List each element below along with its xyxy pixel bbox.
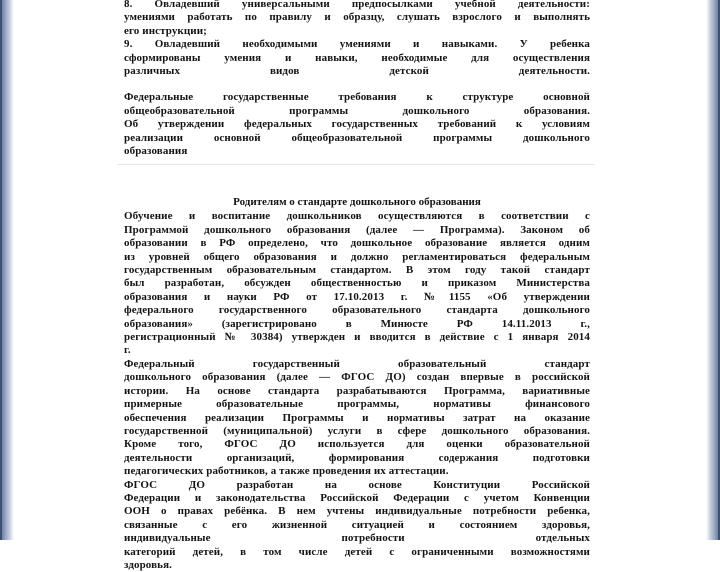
text-line: Федеральный государственный образовательный стандарт <box>124 357 590 370</box>
text-line: образования и науки РФ от 17.10.2013 г. №1155 «Об утверждении <box>124 290 590 303</box>
text-line: категорий детей, в том числе детей с ограниченными возможностями <box>124 545 590 558</box>
text-line: ФГОС ДО разработан на основе Конституции Российской <box>124 478 590 491</box>
paragraph-1 <box>124 210 590 357</box>
text-line: государственным образовательным стандартом. В этом году такой стандарт <box>124 264 590 277</box>
text-line: примерные образовательные программы, нормативы финансового <box>124 398 590 411</box>
document-scan <box>118 0 594 571</box>
text-line: Об утверждении федеральных государственных требований к условиям <box>124 118 590 131</box>
text-line: деятельности организаций, формирования содержания подготовки <box>124 451 590 464</box>
page-1 <box>118 0 594 158</box>
text-line: Обучение и воспитание дошкольников осуществляются в соответствии с <box>124 210 590 223</box>
text-line: общеобразовательной программы дошкольного образования. <box>124 104 590 117</box>
text-line: умениями работать по правилу и образцу, слушать взрослого и выполнять <box>124 11 590 24</box>
text-line: регистрационный № 30384) утвержден и вводится в действие с 1 января 2014 <box>124 331 590 344</box>
text-line: 9. Овладевший необходимыми умениями и навыками. У ребенка <box>124 38 590 51</box>
text-line: Федерации и законодательства Российской Федерации с учетом Конвенции <box>124 491 590 504</box>
text-line: федерального государственного образовательного стандарта дошкольного <box>124 304 590 317</box>
text-line: различных видов детской деятельности. <box>124 65 590 78</box>
text-line: индивидуальные потребности отдельных <box>124 532 590 545</box>
text-line: реализации основной общеобразовательной программы дошкольного <box>124 131 590 144</box>
spacer <box>124 78 590 91</box>
right-slide-border <box>706 0 720 540</box>
text-line: был разработан, обсужден общественностью и приказом Министерства <box>124 277 590 290</box>
text-line: здоровья. <box>124 558 172 571</box>
item-8-block <box>124 0 590 38</box>
text-line: сформированы умения и навыки, необходимые для осуществления <box>124 51 590 64</box>
item-9-block <box>124 38 590 78</box>
text-line: 8. Овладевший универсальными предпосылками учебной деятельности: <box>124 0 590 10</box>
text-line: образования» (зарегистрировано в Минюсте РФ 14.11.2013 г., <box>124 317 590 330</box>
text-line: Программой дошкольного образования (далее — Программа). Законом об <box>124 223 590 236</box>
text-line: ООН о правах ребёнка. В нем учтены индивидуальные потребности ребенка, <box>124 505 590 518</box>
paragraph-2 <box>124 358 590 572</box>
page-title: Родителям о стандарте дошкольного образования <box>233 196 481 208</box>
text-line: истории. На основе стандарта разрабатываются Программа, вариативные <box>124 384 590 397</box>
text-line: обеспечения реализации Программы и нормативы затрат на оказание <box>124 411 590 424</box>
text-line: государственной (муниципальной) услуги в сфере дошкольного образования. <box>124 424 590 437</box>
text-line: образовании в РФ определено, что дошкольное образование является одним <box>124 237 590 250</box>
text-line: Федеральные государственные требования к структуре основной <box>124 91 590 104</box>
fgt-block <box>124 91 590 158</box>
text-line: дошкольного образования (далее — ФГОС ДО) создан впервые в российской <box>124 371 590 384</box>
text-line: связанные с его жизненной ситуацией и состоянием здоровья, <box>124 518 590 531</box>
left-slide-border <box>0 0 14 540</box>
page-2 <box>118 168 594 572</box>
text-line: из уровней общего образования и должно регламентироваться федеральным <box>124 250 590 263</box>
text-line: г. <box>124 344 131 357</box>
page-divider <box>118 164 594 165</box>
text-line: Кроме того, ФГОС ДО используется для оценки образовательной <box>124 438 590 451</box>
spacer <box>124 168 590 196</box>
text-line: его инструкции; <box>124 24 207 37</box>
text-line: педагогических работников, а также проведения их аттестации. <box>124 465 449 478</box>
text-line: образования <box>124 145 188 158</box>
